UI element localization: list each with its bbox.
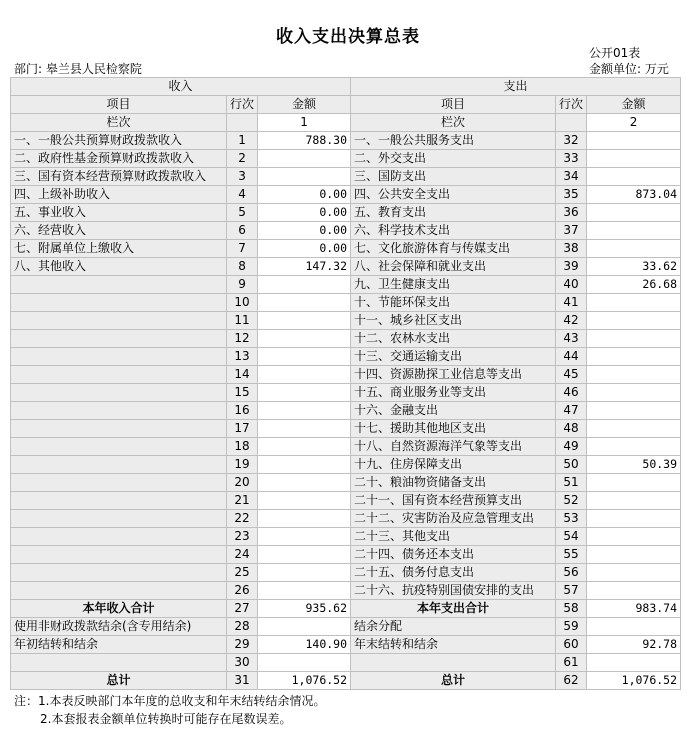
income-amount-cell xyxy=(258,330,351,348)
expense-amount-cell xyxy=(587,204,681,222)
income-row-no-cell: 24 xyxy=(227,546,258,564)
income-item-cell: 四、上级补助收入 xyxy=(11,186,227,204)
income-item-cell: 三、国有资本经营预算财政拨款收入 xyxy=(11,168,227,186)
expense-item-cell: 结余分配 xyxy=(351,618,556,636)
expense-item-cell: 二十三、其他支出 xyxy=(351,528,556,546)
income-row-no-cell: 2 xyxy=(227,150,258,168)
income-amount-cell xyxy=(258,654,351,672)
income-row-no-cell: 21 xyxy=(227,492,258,510)
table-row xyxy=(11,402,681,420)
expense-amount-cell xyxy=(587,420,681,438)
notes xyxy=(14,692,325,728)
income-item-cell xyxy=(11,474,227,492)
unit-label: 金额单位: 万元 xyxy=(589,62,669,76)
income-amount-cell xyxy=(258,276,351,294)
expense-amount-cell xyxy=(587,312,681,330)
expense-col-number: 2 xyxy=(587,114,681,132)
income-row-no-cell: 25 xyxy=(227,564,258,582)
income-item-cell: 二、政府性基金预算财政拨款收入 xyxy=(11,150,227,168)
expense-row-no-cell: 62 xyxy=(556,672,587,690)
expense-item-cell: 十七、援助其他地区支出 xyxy=(351,420,556,438)
income-row-no-cell: 28 xyxy=(227,618,258,636)
expense-row-no-cell: 44 xyxy=(556,348,587,366)
expense-row-no-cell: 36 xyxy=(556,204,587,222)
income-row-no-cell: 12 xyxy=(227,330,258,348)
income-row-no-cell: 26 xyxy=(227,582,258,600)
income-row-no-cell: 5 xyxy=(227,204,258,222)
expense-item-cell: 十六、金融支出 xyxy=(351,402,556,420)
department-label: 部门: 皋兰县人民检察院 xyxy=(14,62,142,76)
expense-item-cell: 七、文化旅游体育与传媒支出 xyxy=(351,240,556,258)
table-row xyxy=(11,168,681,186)
expense-item-cell: 本年支出合计 xyxy=(351,600,556,618)
expense-section-header: 支出 xyxy=(351,78,681,96)
expense-amount-cell xyxy=(587,330,681,348)
income-row-no-cell: 3 xyxy=(227,168,258,186)
expense-item-cell: 十、节能环保支出 xyxy=(351,294,556,312)
column-number-row xyxy=(11,114,681,132)
income-col-blank xyxy=(227,114,258,132)
income-item-cell: 五、事业收入 xyxy=(11,204,227,222)
income-amount-cell xyxy=(258,294,351,312)
income-amount-cell xyxy=(258,348,351,366)
income-item-cell: 年初结转和结余 xyxy=(11,636,227,654)
table-row xyxy=(11,492,681,510)
summary-table xyxy=(10,77,681,690)
expense-item-cell: 总计 xyxy=(351,672,556,690)
table-row xyxy=(11,438,681,456)
income-amount-cell xyxy=(258,438,351,456)
income-row-no-cell: 27 xyxy=(227,600,258,618)
income-amount-cell xyxy=(258,492,351,510)
table-row xyxy=(11,456,681,474)
expense-row-no-cell: 38 xyxy=(556,240,587,258)
income-amount-cell xyxy=(258,366,351,384)
table-row xyxy=(11,582,681,600)
income-row-no-cell: 13 xyxy=(227,348,258,366)
expense-item-cell: 二十一、国有资本经营预算支出 xyxy=(351,492,556,510)
income-row-no-cell: 22 xyxy=(227,510,258,528)
expense-row-no-cell: 41 xyxy=(556,294,587,312)
income-row-no-cell: 17 xyxy=(227,420,258,438)
table-row xyxy=(11,672,681,690)
income-amount-cell: 140.90 xyxy=(258,636,351,654)
income-row-no-cell: 23 xyxy=(227,528,258,546)
table-row xyxy=(11,204,681,222)
form-code: 公开01表 xyxy=(589,46,641,60)
table-row xyxy=(11,546,681,564)
expense-item-cell: 十一、城乡社区支出 xyxy=(351,312,556,330)
expense-item-cell: 十五、商业服务业等支出 xyxy=(351,384,556,402)
expense-amount-cell xyxy=(587,438,681,456)
expense-item-cell: 十四、资源勘探工业信息等支出 xyxy=(351,366,556,384)
income-amount-cell: 1,076.52 xyxy=(258,672,351,690)
expense-item-cell: 二十、粮油物资储备支出 xyxy=(351,474,556,492)
income-item-cell xyxy=(11,276,227,294)
expense-row-no-cell: 34 xyxy=(556,168,587,186)
table-row xyxy=(11,600,681,618)
income-row-no-cell: 9 xyxy=(227,276,258,294)
income-item-cell xyxy=(11,420,227,438)
expense-amount-cell: 983.74 xyxy=(587,600,681,618)
expense-amount-cell xyxy=(587,348,681,366)
expense-amount-cell xyxy=(587,564,681,582)
expense-row-no-cell: 40 xyxy=(556,276,587,294)
expense-row-no-cell: 46 xyxy=(556,384,587,402)
expense-item-cell: 二十四、债务还本支出 xyxy=(351,546,556,564)
income-amount-cell xyxy=(258,582,351,600)
expense-col-label: 栏次 xyxy=(351,114,556,132)
expense-row-no-cell: 39 xyxy=(556,258,587,276)
expense-amount-cell: 26.68 xyxy=(587,276,681,294)
income-amount-cell xyxy=(258,150,351,168)
table-row xyxy=(11,348,681,366)
income-amount-cell xyxy=(258,474,351,492)
expense-amount-cell xyxy=(587,510,681,528)
table-row xyxy=(11,366,681,384)
income-amount-cell xyxy=(258,312,351,330)
expense-row-no-cell: 61 xyxy=(556,654,587,672)
table-row xyxy=(11,384,681,402)
expense-item-cell: 一、一般公共服务支出 xyxy=(351,132,556,150)
income-item-cell xyxy=(11,312,227,330)
income-amount-cell xyxy=(258,420,351,438)
income-item-cell xyxy=(11,528,227,546)
income-row-no-cell: 29 xyxy=(227,636,258,654)
table-row xyxy=(11,276,681,294)
expense-row-no-cell: 53 xyxy=(556,510,587,528)
table-row xyxy=(11,150,681,168)
table-row xyxy=(11,312,681,330)
income-row-no-cell: 30 xyxy=(227,654,258,672)
expense-row-no-cell: 49 xyxy=(556,438,587,456)
income-item-cell xyxy=(11,366,227,384)
income-amount-cell: 0.00 xyxy=(258,240,351,258)
income-item-cell: 六、经营收入 xyxy=(11,222,227,240)
expense-row-no-cell: 55 xyxy=(556,546,587,564)
income-item-cell xyxy=(11,438,227,456)
expense-item-cell: 二、外交支出 xyxy=(351,150,556,168)
income-item-cell xyxy=(11,402,227,420)
income-amount-cell xyxy=(258,168,351,186)
income-amount-cell: 935.62 xyxy=(258,600,351,618)
income-amount-header: 金额 xyxy=(258,96,351,114)
expense-item-cell: 四、公共安全支出 xyxy=(351,186,556,204)
expense-row-no-header: 行次 xyxy=(556,96,587,114)
note-1: 注：1.本表反映部门本年度的总收支和年末结转结余情况。 xyxy=(14,694,326,708)
expense-amount-cell xyxy=(587,474,681,492)
expense-amount-cell: 92.78 xyxy=(587,636,681,654)
expense-item-cell: 六、科学技术支出 xyxy=(351,222,556,240)
table-row xyxy=(11,186,681,204)
expense-item-cell: 年末结转和结余 xyxy=(351,636,556,654)
expense-row-no-cell: 43 xyxy=(556,330,587,348)
income-section-header: 收入 xyxy=(11,78,351,96)
expense-amount-cell: 1,076.52 xyxy=(587,672,681,690)
expense-item-cell: 九、卫生健康支出 xyxy=(351,276,556,294)
table-row xyxy=(11,330,681,348)
income-row-no-cell: 31 xyxy=(227,672,258,690)
income-row-no-cell: 4 xyxy=(227,186,258,204)
column-header-row xyxy=(11,96,681,114)
expense-amount-cell xyxy=(587,618,681,636)
expense-row-no-cell: 37 xyxy=(556,222,587,240)
table-row xyxy=(11,510,681,528)
table-row xyxy=(11,654,681,672)
income-item-cell xyxy=(11,546,227,564)
expense-row-no-cell: 54 xyxy=(556,528,587,546)
expense-amount-cell xyxy=(587,384,681,402)
income-col-number: 1 xyxy=(258,114,351,132)
income-amount-cell: 788.30 xyxy=(258,132,351,150)
income-item-cell: 一、一般公共预算财政拨款收入 xyxy=(11,132,227,150)
expense-item-cell: 二十六、抗疫特别国债安排的支出 xyxy=(351,582,556,600)
table-row xyxy=(11,222,681,240)
expense-row-no-cell: 32 xyxy=(556,132,587,150)
expense-row-no-cell: 45 xyxy=(556,366,587,384)
income-item-cell xyxy=(11,564,227,582)
income-amount-cell xyxy=(258,618,351,636)
income-amount-cell xyxy=(258,528,351,546)
income-amount-cell: 0.00 xyxy=(258,186,351,204)
table-row xyxy=(11,528,681,546)
income-item-header: 项目 xyxy=(11,96,227,114)
expense-row-no-cell: 47 xyxy=(556,402,587,420)
expense-row-no-cell: 58 xyxy=(556,600,587,618)
income-item-cell: 使用非财政拨款结余(含专用结余) xyxy=(11,618,227,636)
income-amount-cell: 0.00 xyxy=(258,204,351,222)
expense-amount-cell xyxy=(587,132,681,150)
note-2: 2.本套报表金额单位转换时可能存在尾数误差。 xyxy=(40,712,292,726)
income-row-no-cell: 6 xyxy=(227,222,258,240)
expense-row-no-cell: 35 xyxy=(556,186,587,204)
income-row-no-cell: 1 xyxy=(227,132,258,150)
expense-amount-cell xyxy=(587,528,681,546)
table-row xyxy=(11,564,681,582)
income-row-no-cell: 19 xyxy=(227,456,258,474)
expense-amount-cell xyxy=(587,546,681,564)
income-item-cell xyxy=(11,492,227,510)
expense-row-no-cell: 56 xyxy=(556,564,587,582)
expense-item-cell: 十九、住房保障支出 xyxy=(351,456,556,474)
income-amount-cell xyxy=(258,384,351,402)
income-item-cell: 七、附属单位上缴收入 xyxy=(11,240,227,258)
income-amount-cell: 147.32 xyxy=(258,258,351,276)
income-row-no-header: 行次 xyxy=(227,96,258,114)
expense-item-cell: 十八、自然资源海洋气象等支出 xyxy=(351,438,556,456)
expense-amount-cell xyxy=(587,168,681,186)
income-row-no-cell: 10 xyxy=(227,294,258,312)
expense-row-no-cell: 48 xyxy=(556,420,587,438)
income-row-no-cell: 18 xyxy=(227,438,258,456)
expense-item-cell: 十二、农林水支出 xyxy=(351,330,556,348)
expense-row-no-cell: 42 xyxy=(556,312,587,330)
expense-amount-cell: 50.39 xyxy=(587,456,681,474)
expense-row-no-cell: 57 xyxy=(556,582,587,600)
page-title: 收入支出决算总表 xyxy=(276,27,420,47)
expense-item-cell: 三、国防支出 xyxy=(351,168,556,186)
income-amount-cell xyxy=(258,564,351,582)
income-item-cell xyxy=(11,330,227,348)
section-header-row xyxy=(11,78,681,96)
income-row-no-cell: 14 xyxy=(227,366,258,384)
income-row-no-cell: 11 xyxy=(227,312,258,330)
expense-amount-cell xyxy=(587,366,681,384)
expense-amount-header: 金额 xyxy=(587,96,681,114)
expense-amount-cell xyxy=(587,150,681,168)
expense-item-cell: 二十二、灾害防治及应急管理支出 xyxy=(351,510,556,528)
expense-item-cell xyxy=(351,654,556,672)
expense-row-no-cell: 59 xyxy=(556,618,587,636)
income-row-no-cell: 15 xyxy=(227,384,258,402)
income-amount-cell xyxy=(258,402,351,420)
table-row xyxy=(11,474,681,492)
table-row xyxy=(11,294,681,312)
expense-amount-cell xyxy=(587,294,681,312)
income-row-no-cell: 20 xyxy=(227,474,258,492)
income-col-label: 栏次 xyxy=(11,114,227,132)
income-item-cell xyxy=(11,654,227,672)
expense-col-blank xyxy=(556,114,587,132)
expense-row-no-cell: 33 xyxy=(556,150,587,168)
table-row xyxy=(11,618,681,636)
expense-amount-cell xyxy=(587,492,681,510)
expense-item-cell: 八、社会保障和就业支出 xyxy=(351,258,556,276)
expense-row-no-cell: 50 xyxy=(556,456,587,474)
income-item-cell xyxy=(11,582,227,600)
income-amount-cell xyxy=(258,456,351,474)
expense-row-no-cell: 51 xyxy=(556,474,587,492)
income-item-cell: 本年收入合计 xyxy=(11,600,227,618)
expense-row-no-cell: 60 xyxy=(556,636,587,654)
income-item-cell: 八、其他收入 xyxy=(11,258,227,276)
income-row-no-cell: 16 xyxy=(227,402,258,420)
income-row-no-cell: 8 xyxy=(227,258,258,276)
expense-amount-cell xyxy=(587,582,681,600)
expense-amount-cell: 873.04 xyxy=(587,186,681,204)
income-amount-cell xyxy=(258,510,351,528)
table-row xyxy=(11,636,681,654)
expense-item-header: 项目 xyxy=(351,96,556,114)
expense-item-cell: 五、教育支出 xyxy=(351,204,556,222)
expense-amount-cell xyxy=(587,222,681,240)
income-item-cell xyxy=(11,294,227,312)
income-item-cell xyxy=(11,348,227,366)
income-item-cell xyxy=(11,384,227,402)
expense-item-cell: 二十五、债务付息支出 xyxy=(351,564,556,582)
income-amount-cell xyxy=(258,546,351,564)
income-item-cell: 总计 xyxy=(11,672,227,690)
expense-amount-cell xyxy=(587,654,681,672)
table-row xyxy=(11,240,681,258)
table-row xyxy=(11,420,681,438)
income-amount-cell: 0.00 xyxy=(258,222,351,240)
expense-amount-cell xyxy=(587,402,681,420)
expense-item-cell: 十三、交通运输支出 xyxy=(351,348,556,366)
expense-row-no-cell: 52 xyxy=(556,492,587,510)
income-item-cell xyxy=(11,456,227,474)
income-row-no-cell: 7 xyxy=(227,240,258,258)
expense-amount-cell: 33.62 xyxy=(587,258,681,276)
table-row xyxy=(11,258,681,276)
income-item-cell xyxy=(11,510,227,528)
expense-amount-cell xyxy=(587,240,681,258)
table-row xyxy=(11,132,681,150)
